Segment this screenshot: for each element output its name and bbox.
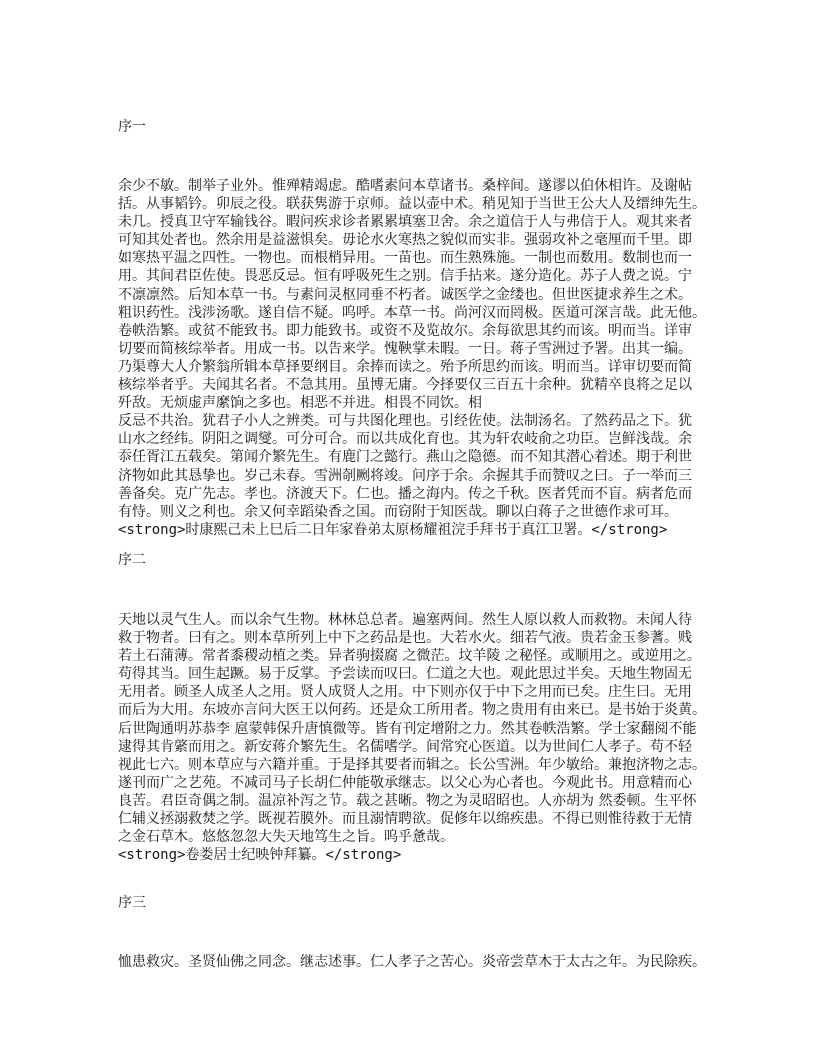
text-line: 天地以灵气生人。而以余气生物。林林总总者。遍塞两间。然生人原以救人而救物。未闻人待 [118,612,692,628]
text-line: 山水之经纬。阴阳之调燮。可分可合。而以共成化育也。其为轩农岐俞之功臣。岂鲜浅哉。余 [118,431,692,448]
signature-line: <strong>时康熙己未上巳后二日年家眷弟太原杨耀祖浣手拜书于真江卫署。</strong> [118,521,668,538]
section-body-2 [118,611,706,864]
text-line: 恤患救灾。圣贤仙佛之同念。继志述事。仁人孝子之苦心。炎帝尝草木于太古之年。为民除疾。 [118,954,706,970]
text-line: 卷帙浩繁。或贫不能致书。即力能致书。或资不及览故尔。余每欲思其约而该。明而当。详审 [118,322,692,339]
text-line: 括。从事韬钤。卯辰之役。联获隽游于京师。益以壶中术。稍见知于当世王公大人及缙绅先生。 [118,196,706,213]
text-line: 无用者。顾圣人成圣人之用。贤人成贤人之用。中下则亦仅于中下之用而已矣。庄生曰。无用 [118,684,692,701]
section-body-1 [118,177,706,539]
text-line: 苟得其当。回生起蹶。易于反掌。予尝读而叹曰。仁道之大也。观此思过半矣。天地生物固无 [118,666,692,683]
text-line: 歼敌。无烦虚声縻饷之多也。相恶不并进。相畏不同饮。相 [118,395,482,412]
text-line: 用。其间君臣佐使。畏恶反忌。恒有呼吸死生之别。信手拈来。遂分造化。苏子人费之说。宁 [118,268,692,285]
text-line: 善备矣。克广先志。孝也。济渡天下。仁也。播之海内。传之千秋。医者凭而不盲。病者危而 [118,485,692,502]
section-title-3: 序三 [118,895,146,911]
text-line: 核综举者乎。夫闻其名者。不急其用。虽博无庸。今择要仅三百五十余种。犹精卒良将之足以 [118,377,692,394]
text-line: 济物如此其恳挚也。岁己未春。雪洲剞劂将竣。问序于余。余握其手而赞叹之曰。子一举而三 [118,467,692,484]
section-title-1: 序一 [118,119,146,135]
text-line: 若土石蒲薄。常者黍稷动植之类。异者驹掇腐 之微茫。坟羊陵 之秘怪。或顺用之。或逆用之。 [118,648,701,665]
text-line: 余少不敏。制举子业外。惟殚精竭虑。酷嗜素问本草诸书。桑梓间。遂谬以伯休相许。及谢帖 [118,178,692,194]
text-line: 如寒热平温之四性。一物也。而根梢异用。一苗也。而生熟殊施。一制也而数用。数制也而一 [118,250,692,267]
text-line: 有恃。则义之利也。余又何幸蹈染香之国。而窃附于知医哉。聊以白蒋子之世德作求可耳。 [118,503,678,520]
text-line: 反忌不共治。犹君子小人之辨类。可与共图化理也。引经佐使。法制汤名。了然药品之下。犹 [118,413,692,430]
text-line: 切要而简核综举者。用成一书。以告来学。愧鞅掌未暇。一日。蒋子雪洲过予署。出其一编。 [118,340,692,357]
text-line: 救于物者。曰有之。则本草所列上中下之药品是也。大若水火。细若气液。贵若金玉参蓍。贱 [118,630,692,647]
text-line: 后世陶通明苏恭李 扈蒙韩保升唐慎微等。皆有刊定增附之力。然其卷帙浩繁。学士家翻阅不能 [118,720,697,737]
signature-line: <strong>卷娄居士纪映钟拜纂。</strong> [118,847,402,864]
text-line: 良苦。君臣奇偶之制。温凉补泻之节。载之甚晰。物之为灵昭昭也。人亦胡为 然委顿。生平怀 [118,792,697,809]
text-line: 仁辅义拯溺救焚之学。既视若膜外。而且溺情聘欲。促修年以绵疾患。不得已则惟待救于无情 [118,811,692,828]
text-line: 视此七六。则本草应与六籍并重。于是择其要者而辑之。长公雪洲。年少敏给。兼抱济物之志。 [118,756,706,773]
text-line: 忝任胥江五载矣。第闻介繁先生。有鹿门之懿行。燕山之隐德。而不知其潜心着述。期于利世 [118,449,692,466]
text-line: 可知其处者也。然余用是益滋惧矣。毋论水火寒热之貌似而实非。强弱攻补之毫厘而千里。即 [118,232,692,249]
text-line: 遂刊而广之艺苑。不减司马子长胡仁仲能敬承继志。以父心为心者也。今观此书。用意精而心 [118,774,692,791]
text-line: 不凛凛然。后知本草一书。与素问灵枢同垂不朽者。诚医学之金缕也。但世医捷求养生之术。 [118,286,692,303]
section-title-2: 序二 [118,552,146,568]
text-line: 而后为大用。东坡亦言问大医王以何药。还是众工所用者。物之贵用有由来已。是书始于炎黄。 [118,702,706,719]
text-line: 粗识药性。浅涉汤歌。遂自信不疑。呜呼。本草一书。尚河汉而罔极。医道可深言哉。此无他。 [118,304,706,321]
text-line: 之金石草木。悠悠忽忽大失天地笃生之旨。呜乎惫哉。 [118,829,454,846]
text-line: 未几。授真卫守军输钱谷。暇问疾求诊者累累填塞卫舍。余之道信于人与弗信于人。观其来者 [118,214,692,231]
text-line: 乃渠尊大人介繁翁所辑本草择要纲目。余捧而读之。殆予所思约而该。明而当。详审切要而简 [118,358,692,375]
section-body-3 [118,953,706,971]
text-line: 逮得其肯綮而用之。新安蒋介繁先生。名儒嗜学。间常究心医道。以为世间仁人孝子。苟不轻 [118,738,692,755]
